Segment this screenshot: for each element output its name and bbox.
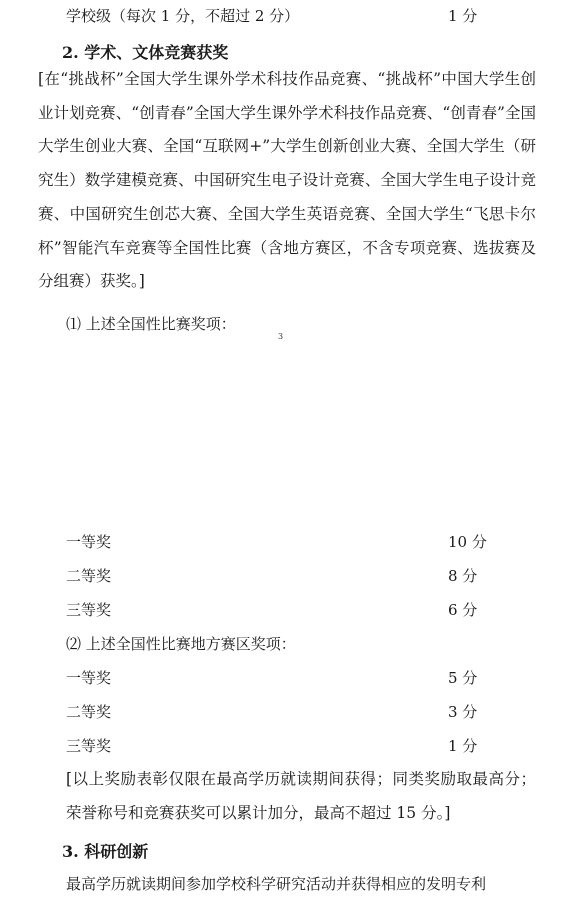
section-2-heading: 2. 学术、文体竞赛获奖 (62, 43, 229, 62)
regional-awards-subheading: ⑵ 上述全国性比赛地方赛区奖项： (66, 635, 296, 653)
regional-award-first-label: 一等奖 (66, 669, 112, 687)
regional-award-first-score: 5 分 (448, 669, 478, 687)
national-award-third-score: 6 分 (448, 601, 478, 619)
national-award-third-label: 三等奖 (66, 601, 112, 619)
school-level-score: 1 分 (448, 7, 478, 25)
national-award-second-label: 二等奖 (66, 567, 112, 585)
school-level-label: 学校级（每次 1 分，不超过 2 分） (66, 7, 300, 25)
regional-award-second-score: 3 分 (448, 703, 478, 721)
competition-list-paragraph: [在“挑战杯”全国大学生课外学术科技作品竞赛、“挑战杯”中国大学生创业计划竞赛、“创青春”全国大学生课外学术科技作品竞赛、“创青春”全国大学生创业大赛、全国“互联网+”大学生创新创业大赛、全国大学生（研究生）数学建模竞赛、中国研究生电子设计竞赛、全国大学生电子设计竞赛、中国研究生创芯大赛、全国大学生英语竞赛、全国大学生“飞思卡尔杯”智能汽车竞赛等全国性比赛（含地方赛区，不含专项竞赛、选拔赛及分组赛）获奖。] (38, 70, 536, 291)
national-award-first-label: 一等奖 (66, 533, 112, 551)
regional-award-third-label: 三等奖 (66, 737, 112, 755)
section-3-text: 最高学历就读期间参加学校科学研究活动并获得相应的发明专利 (66, 875, 487, 893)
section-3-heading: 3. 科研创新 (62, 842, 149, 861)
awards-note-paragraph: [以上奖励表彰仅限在最高学历就读期间获得；同类奖励取最高分；荣誉称号和竞赛获奖可以累计加分，最高不超过 15 分。] (66, 770, 536, 822)
page-number: 3 (278, 332, 284, 341)
regional-award-third-score: 1 分 (448, 737, 478, 755)
regional-award-second-label: 二等奖 (66, 703, 112, 721)
national-awards-subheading: ⑴ 上述全国性比赛奖项： (66, 315, 236, 333)
national-award-first-score: 10 分 (448, 533, 487, 551)
national-award-second-score: 8 分 (448, 567, 478, 585)
